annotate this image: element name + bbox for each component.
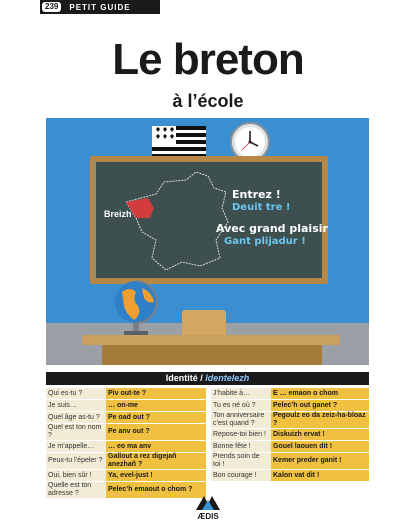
- phrase-br: Pegoulz eo da zeiz-ha-bloaz ?: [271, 412, 369, 429]
- phrase-fr: Tu es né où ?: [211, 400, 271, 412]
- series-banner: [40, 0, 160, 14]
- phrase-fr: Quel âge as-tu ?: [46, 412, 106, 424]
- phrase-fr: Je suis…: [46, 400, 106, 412]
- chalk-line-2-br: Gant plijadur !: [224, 236, 306, 247]
- breton-flag-icon: [152, 126, 206, 160]
- france-map-icon: [96, 162, 322, 278]
- section-header: [46, 372, 369, 385]
- phrase-fr: Qui es-tu ?: [46, 388, 106, 400]
- series-name: PETIT GUIDE: [69, 2, 131, 12]
- page-title: Le breton: [112, 35, 304, 84]
- chalk-line-1-br: Deuit tre !: [232, 202, 291, 213]
- table-row: [211, 400, 369, 412]
- section-separator: /: [197, 373, 206, 383]
- phrase-fr: Bon courage !: [211, 470, 271, 482]
- table-row: [46, 388, 206, 400]
- desk-top: [82, 335, 340, 345]
- table-row: [211, 470, 369, 482]
- phrase-table-left: [46, 388, 206, 499]
- chalkboard-surface: [96, 162, 328, 278]
- phrase-fr: Ton anniversaire c’est quand ?: [211, 412, 271, 429]
- page-subtitle: à l’école: [172, 91, 244, 111]
- phrase-fr: Peux-tu l’épeler ?: [46, 453, 106, 470]
- phrase-fr: Quelle est ton adresse ?: [46, 482, 106, 499]
- publisher-logo-icon: [188, 494, 228, 512]
- phrase-fr: Repose-toi bien !: [211, 429, 271, 441]
- phrase-fr: Quel est ton nom ?: [46, 424, 106, 441]
- phrase-br: Diskuizh ervat !: [271, 429, 369, 441]
- chalk-line-1-fr: Entrez !: [232, 188, 281, 201]
- phrase-br: E … emaon o chom: [271, 388, 369, 400]
- table-row: [46, 400, 206, 412]
- phrase-fr: Oui, bien sûr !: [46, 470, 106, 482]
- phrase-br: Kemer preder ganit !: [271, 453, 369, 470]
- table-row: [46, 424, 206, 441]
- table-row: [46, 441, 206, 453]
- phrase-br: Pe anv out ?: [106, 424, 206, 441]
- table-row: [46, 482, 206, 499]
- phrase-br: Pelec’h out ganet ?: [271, 400, 369, 412]
- phrase-br: Pelec’h emaout o chom ?: [106, 482, 206, 499]
- section-title-fr: Identité: [165, 373, 198, 383]
- chalk-line-2-fr: Avec grand plaisir: [216, 222, 328, 235]
- phrase-br: Ya, evel-just !: [106, 470, 206, 482]
- chair: [182, 310, 226, 338]
- phrase-br: Gouel laouen dit !: [271, 441, 369, 453]
- table-row: [211, 441, 369, 453]
- phrase-fr: Prends soin de toi !: [211, 453, 271, 470]
- chalkboard: [90, 156, 328, 284]
- phrase-fr: Je m’appelle…: [46, 441, 106, 453]
- table-row: [211, 429, 369, 441]
- globe-icon: [112, 278, 160, 340]
- desk-front: [102, 345, 322, 365]
- breizh-label: Breizh: [104, 209, 132, 219]
- publisher-name: ÆDIS: [197, 512, 219, 521]
- table-row: [46, 453, 206, 470]
- table-row: [46, 412, 206, 424]
- table-row: [46, 470, 206, 482]
- phrase-br: … on-me: [106, 400, 206, 412]
- table-row: [211, 412, 369, 429]
- classroom-illustration: [46, 118, 369, 365]
- phrase-table-right: [211, 388, 369, 482]
- phrase-br: … eo ma anv: [106, 441, 206, 453]
- phrase-br: Kalon vat dit !: [271, 470, 369, 482]
- phrase-br: Gallout a rez digejañ anezhañ ?: [106, 453, 206, 470]
- phrase-fr: J’habite à…: [211, 388, 271, 400]
- section-title-br: Identelezh: [205, 373, 250, 383]
- publisher-logo: [188, 494, 228, 522]
- phrase-br: Piv out-te ?: [106, 388, 206, 400]
- phrase-br: Pe oad out ?: [106, 412, 206, 424]
- phrase-fr: Bonne fête !: [211, 441, 271, 453]
- table-row: [211, 388, 369, 400]
- series-number: 239: [42, 2, 61, 12]
- table-row: [211, 453, 369, 470]
